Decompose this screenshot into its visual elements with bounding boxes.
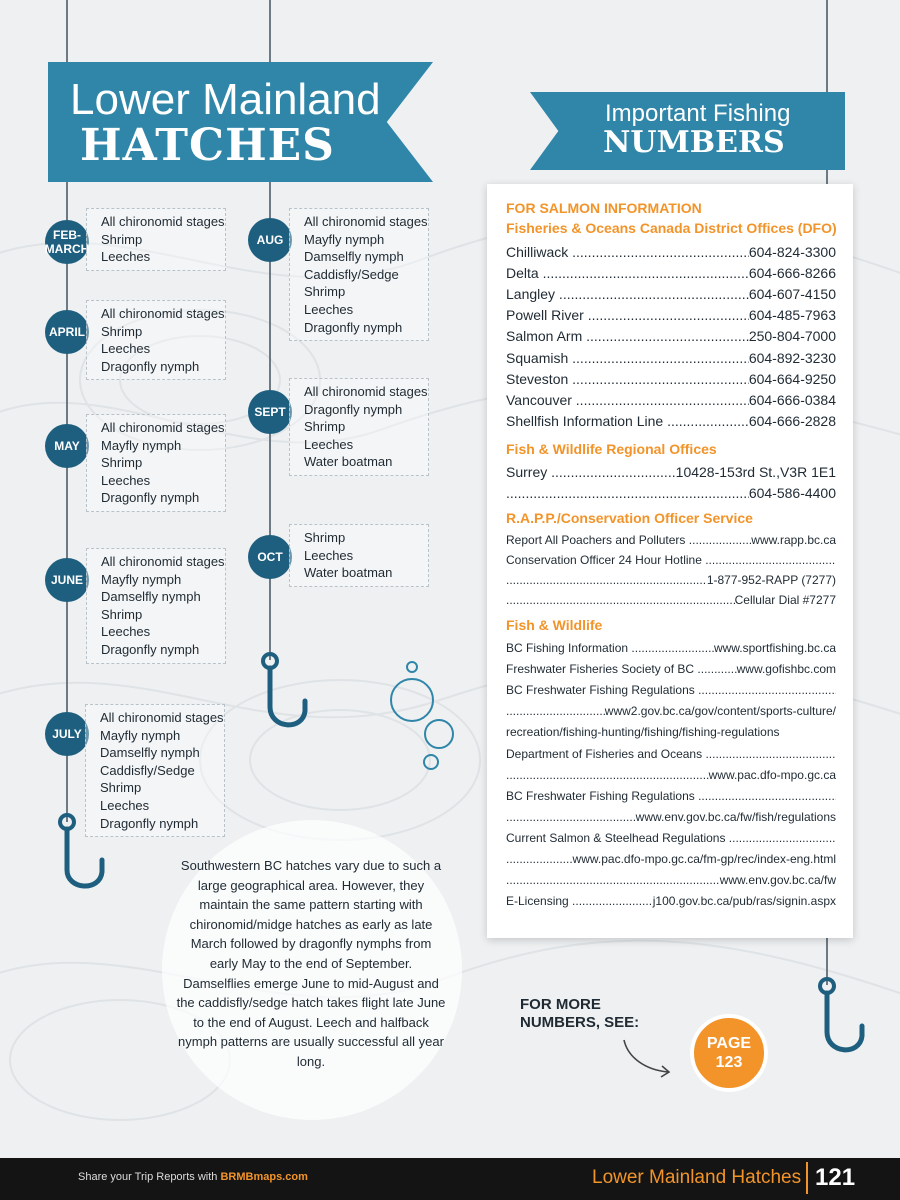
contact-value[interactable]: www.gofishbc.com	[736, 662, 836, 677]
contact-name: Current Salmon & Steelhead Regulations .....	[506, 831, 836, 845]
month-badge-june: JUNE	[45, 558, 89, 602]
contact-value[interactable]: www.env.gov.bc.ca/fw	[719, 873, 836, 888]
footer-brand-link[interactable]: BRMBmaps.com	[220, 1171, 308, 1183]
month-badge-april: APRIL	[45, 310, 89, 354]
contact-name	[506, 768, 709, 782]
contact-row	[506, 701, 836, 718]
contact-row	[506, 849, 836, 866]
numbers-title-line2: NUMBERS	[603, 125, 785, 160]
bubbles-icon	[385, 655, 465, 775]
contact-row	[506, 284, 836, 302]
contact-name	[506, 573, 707, 587]
numbers-title-line1: Important Fishing	[605, 100, 791, 127]
contact-name: Shellfish Information Line .....	[506, 413, 749, 429]
contact-name: Langley .....	[506, 286, 749, 302]
month-badge-sept: SEPT	[248, 390, 292, 434]
contact-name	[506, 704, 605, 718]
hatch-list-july: All chironomid stages Mayfly nymph Damselfly nymph Caddisfly/Sedge Shrimp Leeches Dragonfly nymph	[85, 704, 225, 837]
contact-name: BC Freshwater Fishing Regulations .....	[506, 683, 836, 697]
contact-value[interactable]: 1-877-952-RAPP (7277)	[706, 573, 836, 587]
contact-name	[506, 593, 735, 607]
fish-wildlife-heading: Fish & Wildlife	[506, 617, 603, 633]
hatch-list-june: All chironomid stages Mayfly nymph Damselfly nymph Shrimp Leeches Dragonfly nymph	[86, 548, 226, 664]
contact-name: Squamish .....	[506, 350, 749, 366]
hatch-list-aug: All chironomid stages Mayfly nymph Damselfly nymph Caddisfly/Sedge Shrimp Leeches Dragonfly nymph	[289, 208, 429, 341]
footer-divider	[806, 1162, 808, 1194]
contact-value[interactable]: 604-586-4400	[748, 485, 836, 501]
contact-row	[506, 638, 836, 655]
contact-value[interactable]: j100.gov.bc.ca/pub/ras/signin.aspx	[652, 894, 836, 909]
contact-value[interactable]: Cellular Dial #7277	[734, 593, 836, 607]
hatch-list-april: All chironomid stages Shrimp Leeches Dragonfly nymph	[86, 300, 226, 380]
rapp-heading: R.A.P.P./Conservation Officer Service	[506, 510, 753, 526]
contact-row	[506, 348, 836, 366]
contact-row	[506, 891, 836, 908]
contact-name: Chilliwack .....	[506, 244, 749, 260]
contact-row	[506, 326, 836, 344]
contact-name	[506, 852, 573, 866]
arrow-icon	[618, 1036, 678, 1080]
contact-value[interactable]: 604-666-8266	[748, 265, 836, 282]
hatch-list-oct: Shrimp Leeches Water boatman	[289, 524, 429, 587]
page-reference-badge[interactable]: PAGE 123	[690, 1014, 768, 1092]
hatch-blurb: Southwestern BC hatches vary due to such a large geographical area. However, they maintain the same pattern starting with chironomid/midge hatches as early as late March followed by dragonfly nymphs from early May to the end of September. Damselflies emerge June to mid-August and the caddisfly/sedge hatch takes flight late June to the end of August. Leech and halfback nymph patterns are usually successful all year long.	[176, 858, 446, 1069]
contact-name: Conservation Officer 24 Hour Hotline .....	[506, 553, 836, 567]
contact-row	[506, 462, 836, 480]
contact-value[interactable]: www2.gov.bc.ca/gov/content/sports-culture/	[604, 704, 836, 719]
hatch-list-sept: All chironomid stages Dragonfly nymph Shrimp Leeches Water boatman	[289, 378, 429, 476]
month-badge-may: MAY	[45, 424, 89, 468]
contact-value[interactable]: www.sportfishing.bc.ca	[713, 641, 836, 655]
contact-row	[506, 870, 836, 887]
hatch-list-may: All chironomid stages Mayfly nymph Shrimp Leeches Dragonfly nymph	[86, 414, 226, 512]
contact-name	[506, 873, 720, 887]
contact-name	[506, 485, 749, 501]
dfo-heading: Fisheries & Oceans Canada District Offices (DFO)	[506, 220, 837, 236]
contact-name: Salmon Arm .....	[506, 328, 749, 344]
contact-name: Delta .....	[506, 265, 749, 281]
contact-row	[506, 807, 836, 824]
more-numbers-label: FOR MORE NUMBERS, SEE:	[520, 996, 640, 1031]
month-badge-oct: OCT	[248, 535, 292, 579]
contact-row	[506, 305, 836, 323]
footer-share-text: Share your Trip Reports with BRMBmaps.com	[78, 1171, 308, 1183]
contact-value[interactable]: 604-892-3230	[748, 349, 836, 366]
contact-row	[506, 242, 836, 260]
contact-value[interactable]: 604-666-0384	[748, 391, 836, 408]
contact-row	[506, 744, 836, 761]
contact-name: Report All Poachers and Polluters .....	[506, 533, 751, 547]
contact-value[interactable]: 604-485-7963	[748, 307, 836, 324]
contact-value[interactable]: 604-666-2828	[748, 412, 836, 429]
fish-hook-icon-middle	[243, 645, 323, 745]
hatch-list-feb-march: All chironomid stages Shrimp Leeches	[86, 208, 226, 271]
contact-name: Powell River .....	[506, 307, 749, 323]
contact-name: Department of Fisheries and Oceans .....	[506, 747, 836, 761]
contact-name	[506, 810, 636, 824]
contact-row	[506, 680, 836, 697]
contact-name: Vancouver .....	[506, 392, 749, 408]
fish-hook-icon-right	[800, 970, 880, 1070]
contact-name: E-Licensing .....	[506, 894, 653, 908]
page-number: 121	[815, 1164, 856, 1191]
contact-row	[506, 550, 836, 567]
contact-name: Steveston .....	[506, 371, 749, 387]
contact-value[interactable]: 604-607-4150	[748, 286, 836, 303]
contact-value[interactable]: www.pac.dfo-mpo.gc.ca/fm-gp/rec/index-eng.html	[572, 852, 836, 866]
contact-row	[506, 369, 836, 387]
hatches-title-line2: HATCHES	[80, 120, 335, 171]
contact-row	[506, 765, 836, 782]
contact-value[interactable]: www.rapp.bc.ca	[751, 533, 836, 547]
contact-value[interactable]: 604-824-3300	[748, 244, 836, 260]
contact-row	[506, 786, 836, 803]
contact-row	[506, 483, 836, 501]
contact-value[interactable]: www.pac.dfo-mpo.gc.ca	[708, 767, 836, 782]
contact-value[interactable]: www.env.gov.bc.ca/fw/fish/regulations	[635, 809, 836, 824]
contact-row	[506, 722, 836, 739]
contact-row	[506, 263, 836, 281]
footer-section-title: Lower Mainland Hatches	[592, 1167, 802, 1188]
month-badge-july: JULY	[45, 712, 89, 756]
contact-row	[506, 570, 836, 587]
month-badge-aug: AUG	[248, 218, 292, 262]
contact-name: recreation/fishing-hunting/fishing/fishing-regulations	[506, 725, 780, 740]
contact-row	[506, 530, 836, 547]
contact-name: BC Freshwater Fishing Regulations .....	[506, 789, 836, 803]
contact-row	[506, 390, 836, 408]
contact-row	[506, 590, 836, 607]
contact-row	[506, 411, 836, 429]
fish-hook-icon	[40, 800, 120, 900]
contact-value[interactable]: 250-804-7000	[748, 328, 836, 345]
contact-value[interactable]: 604-664-9250	[748, 370, 836, 387]
contact-name: Freshwater Fisheries Society of BC .....	[506, 662, 737, 676]
regional-heading: Fish & Wildlife Regional Offices	[506, 441, 717, 457]
month-badge-feb-march: FEB- MARCH	[45, 220, 89, 264]
contact-name: Surrey .....	[506, 464, 676, 480]
contact-row	[506, 659, 836, 676]
contact-value[interactable]: 10428-153rd St.,V3R 1E1	[675, 464, 836, 480]
contact-row	[506, 828, 836, 845]
hatches-title-line1: Lower Mainland	[70, 75, 381, 124]
salmon-heading: FOR SALMON INFORMATION	[506, 200, 702, 216]
contact-name: BC Fishing Information .....	[506, 641, 714, 655]
